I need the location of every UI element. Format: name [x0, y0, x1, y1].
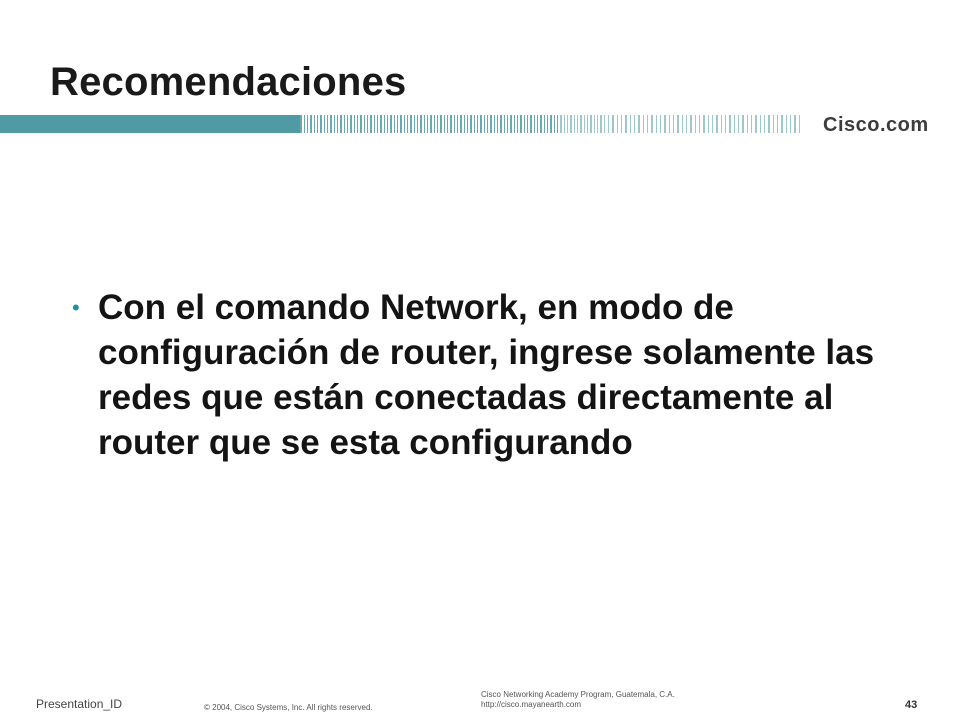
bullet-dot-icon: • [72, 295, 80, 320]
page-number: 43 [905, 699, 918, 711]
presentation-id: Presentation_ID [36, 697, 123, 711]
slide-content [72, 285, 932, 465]
header-band [0, 112, 960, 136]
academy-name: Cisco Networking Academy Program, Guatemala, C.A. [481, 690, 675, 699]
academy-url: http://cisco.mayanearth.com [481, 700, 582, 709]
bullet-item [72, 285, 932, 465]
cisco-logo: Cisco.com [823, 114, 929, 136]
academy-info [481, 690, 675, 710]
bullet-text: Con el comando Network, en modo de configuración de router, ingrese solamente las redes que están conectadas directamente al router que se esta configurando [98, 288, 875, 462]
slide-title: Recomendaciones [50, 60, 407, 104]
copyright-notice: © 2004, Cisco Systems, Inc. All rights reserved. [204, 703, 373, 712]
header-stripe-graphic [0, 112, 960, 136]
